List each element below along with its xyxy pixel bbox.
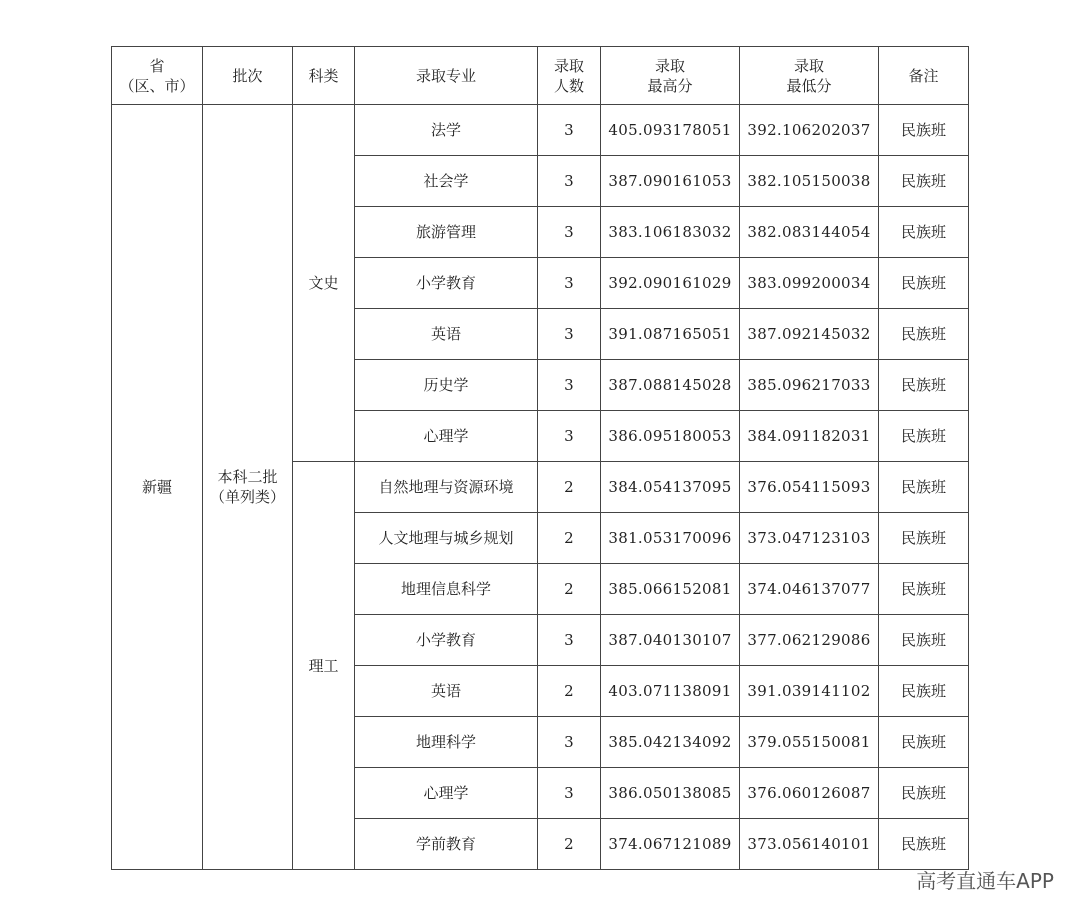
batch-cell: 本科二批 （单列类） <box>203 105 293 870</box>
note-cell: 民族班 <box>879 411 969 462</box>
count-cell: 3 <box>538 309 601 360</box>
note-cell: 民族班 <box>879 615 969 666</box>
major-cell: 地理科学 <box>355 717 538 768</box>
max-score-cell: 403.071138091 <box>601 666 740 717</box>
note-cell: 民族班 <box>879 717 969 768</box>
max-score-cell: 374.067121089 <box>601 819 740 870</box>
header-batch: 批次 <box>203 47 293 105</box>
note-cell: 民族班 <box>879 309 969 360</box>
major-cell: 心理学 <box>355 768 538 819</box>
header-province: 省 （区、市） <box>112 47 203 105</box>
note-cell: 民族班 <box>879 462 969 513</box>
note-cell: 民族班 <box>879 105 969 156</box>
table-row <box>112 105 969 156</box>
header-min-score: 录取 最低分 <box>740 47 879 105</box>
header-major: 录取专业 <box>355 47 538 105</box>
min-score-cell: 373.047123103 <box>740 513 879 564</box>
min-score-cell: 387.092145032 <box>740 309 879 360</box>
count-cell: 3 <box>538 717 601 768</box>
note-cell: 民族班 <box>879 768 969 819</box>
major-cell: 心理学 <box>355 411 538 462</box>
max-score-cell: 405.093178051 <box>601 105 740 156</box>
note-cell: 民族班 <box>879 564 969 615</box>
count-cell: 2 <box>538 462 601 513</box>
category-cell: 文史 <box>293 105 355 462</box>
count-cell: 2 <box>538 513 601 564</box>
max-score-cell: 383.106183032 <box>601 207 740 258</box>
major-cell: 自然地理与资源环境 <box>355 462 538 513</box>
major-cell: 历史学 <box>355 360 538 411</box>
watermark: 高考直通车APP <box>916 869 1054 893</box>
count-cell: 2 <box>538 666 601 717</box>
max-score-cell: 392.090161029 <box>601 258 740 309</box>
min-score-cell: 392.106202037 <box>740 105 879 156</box>
category-cell: 理工 <box>293 462 355 870</box>
max-score-cell: 387.088145028 <box>601 360 740 411</box>
count-cell: 3 <box>538 156 601 207</box>
note-cell: 民族班 <box>879 207 969 258</box>
min-score-cell: 374.046137077 <box>740 564 879 615</box>
major-cell: 社会学 <box>355 156 538 207</box>
max-score-cell: 385.066152081 <box>601 564 740 615</box>
major-cell: 地理信息科学 <box>355 564 538 615</box>
min-score-cell: 373.056140101 <box>740 819 879 870</box>
count-cell: 3 <box>538 768 601 819</box>
header-row <box>112 47 969 105</box>
note-cell: 民族班 <box>879 513 969 564</box>
count-cell: 3 <box>538 105 601 156</box>
note-cell: 民族班 <box>879 819 969 870</box>
table-body <box>112 105 969 870</box>
max-score-cell: 386.095180053 <box>601 411 740 462</box>
count-cell: 3 <box>538 411 601 462</box>
count-cell: 2 <box>538 564 601 615</box>
count-cell: 3 <box>538 207 601 258</box>
major-cell: 英语 <box>355 309 538 360</box>
min-score-cell: 382.083144054 <box>740 207 879 258</box>
min-score-cell: 391.039141102 <box>740 666 879 717</box>
note-cell: 民族班 <box>879 258 969 309</box>
max-score-cell: 381.053170096 <box>601 513 740 564</box>
min-score-cell: 385.096217033 <box>740 360 879 411</box>
count-cell: 3 <box>538 258 601 309</box>
min-score-cell: 377.062129086 <box>740 615 879 666</box>
note-cell: 民族班 <box>879 360 969 411</box>
min-score-cell: 384.091182031 <box>740 411 879 462</box>
count-cell: 2 <box>538 819 601 870</box>
max-score-cell: 385.042134092 <box>601 717 740 768</box>
min-score-cell: 376.054115093 <box>740 462 879 513</box>
major-cell: 小学教育 <box>355 258 538 309</box>
header-note: 备注 <box>879 47 969 105</box>
province-cell: 新疆 <box>112 105 203 870</box>
header-count: 录取 人数 <box>538 47 601 105</box>
admission-table <box>111 46 969 870</box>
count-cell: 3 <box>538 360 601 411</box>
header-max-score: 录取 最高分 <box>601 47 740 105</box>
major-cell: 法学 <box>355 105 538 156</box>
major-cell: 小学教育 <box>355 615 538 666</box>
min-score-cell: 383.099200034 <box>740 258 879 309</box>
max-score-cell: 391.087165051 <box>601 309 740 360</box>
max-score-cell: 386.050138085 <box>601 768 740 819</box>
header-category: 科类 <box>293 47 355 105</box>
note-cell: 民族班 <box>879 156 969 207</box>
count-cell: 3 <box>538 615 601 666</box>
max-score-cell: 387.090161053 <box>601 156 740 207</box>
note-cell: 民族班 <box>879 666 969 717</box>
major-cell: 英语 <box>355 666 538 717</box>
major-cell: 人文地理与城乡规划 <box>355 513 538 564</box>
max-score-cell: 387.040130107 <box>601 615 740 666</box>
min-score-cell: 382.105150038 <box>740 156 879 207</box>
major-cell: 学前教育 <box>355 819 538 870</box>
min-score-cell: 379.055150081 <box>740 717 879 768</box>
max-score-cell: 384.054137095 <box>601 462 740 513</box>
min-score-cell: 376.060126087 <box>740 768 879 819</box>
major-cell: 旅游管理 <box>355 207 538 258</box>
